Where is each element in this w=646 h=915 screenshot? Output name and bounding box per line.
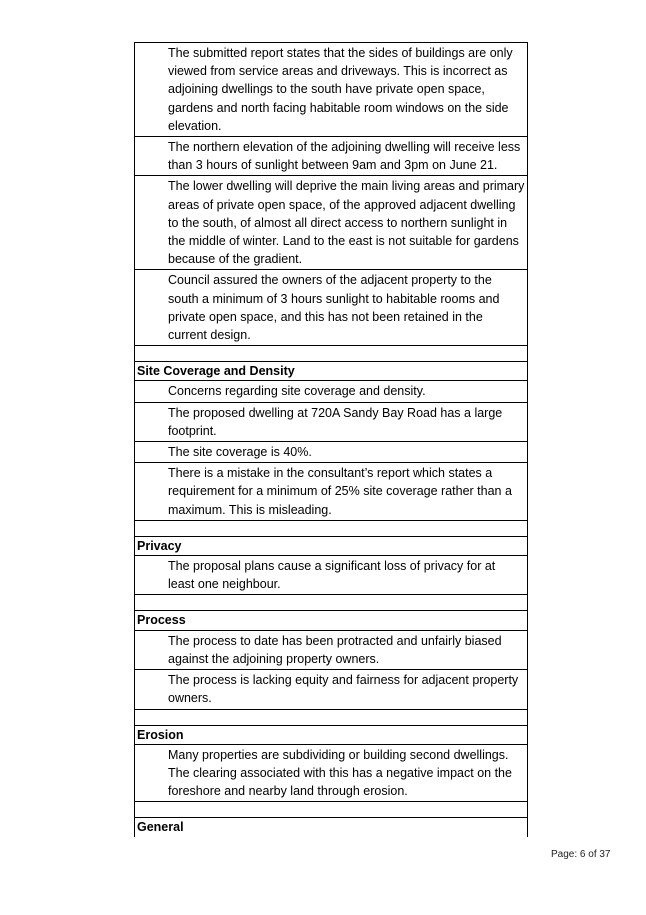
objection-item: Many properties are subdividing or building second dwellings. The clearing associated with this has a negative impact on the foreshore and nearby land through erosion.: [135, 744, 528, 802]
table-row: [135, 176, 528, 270]
table-row: [135, 43, 528, 137]
table-row: [135, 630, 528, 669]
objection-item: The process is lacking equity and fairness for adjacent property owners.: [135, 670, 528, 709]
spacer-row: [135, 346, 528, 362]
objection-item: The process to date has been protracted and unfairly biased against the adjoining property owners.: [135, 630, 528, 669]
table-row: [135, 670, 528, 709]
table-row: [135, 556, 528, 595]
objection-item: The lower dwelling will deprive the main living areas and primary areas of private open space, of the approved adjacent dwelling to the south, of almost all direct access to northern sunlight in the middle of winter. Land to the east is not suitable for gardens because of the gradient.: [135, 176, 528, 270]
table-row: [135, 463, 528, 521]
objections-table: [134, 42, 528, 837]
objection-item: The proposal plans cause a significant loss of privacy for at least one neighbour.: [135, 556, 528, 595]
section-heading-row: [135, 362, 528, 381]
section-heading-process: Process: [135, 611, 528, 630]
section-heading-privacy: Privacy: [135, 536, 528, 555]
section-heading-row: [135, 725, 528, 744]
page-number: Page: 6 of 37: [551, 849, 611, 860]
objection-item: The submitted report states that the sides of buildings are only viewed from service areas and driveways. This is incorrect as adjoining dwellings to the south have private open space, gardens and north facing habitable room windows on the side elevation.: [135, 43, 528, 137]
objection-item: The northern elevation of the adjoining dwelling will receive less than 3 hours of sunlight between 9am and 3pm on June 21.: [135, 137, 528, 176]
section-heading-erosion: Erosion: [135, 725, 528, 744]
table-row: [135, 744, 528, 802]
spacer-row: [135, 595, 528, 611]
objection-item: Council assured the owners of the adjacent property to the south a minimum of 3 hours sunlight to habitable rooms and private open space, and this has not been retained in the current design.: [135, 270, 528, 346]
section-heading-site-coverage: Site Coverage and Density: [135, 362, 528, 381]
objection-item: Concerns regarding site coverage and density.: [135, 381, 528, 402]
table-row: [135, 381, 528, 402]
objection-item: There is a mistake in the consultant’s report which states a requirement for a minimum of 25% site coverage rather than a maximum. This is misleading.: [135, 463, 528, 521]
spacer-row: [135, 709, 528, 725]
table-row: [135, 442, 528, 463]
table-row: [135, 270, 528, 346]
table-row: [135, 137, 528, 176]
objection-item: The proposed dwelling at 720A Sandy Bay Road has a large footprint.: [135, 402, 528, 441]
spacer-row: [135, 520, 528, 536]
objection-item: The site coverage is 40%.: [135, 442, 528, 463]
section-heading-row: [135, 611, 528, 630]
section-heading-row: [135, 536, 528, 555]
spacer-row: [135, 802, 528, 818]
section-heading-general: General: [135, 818, 528, 837]
table-row: [135, 402, 528, 441]
section-heading-row: [135, 818, 528, 837]
